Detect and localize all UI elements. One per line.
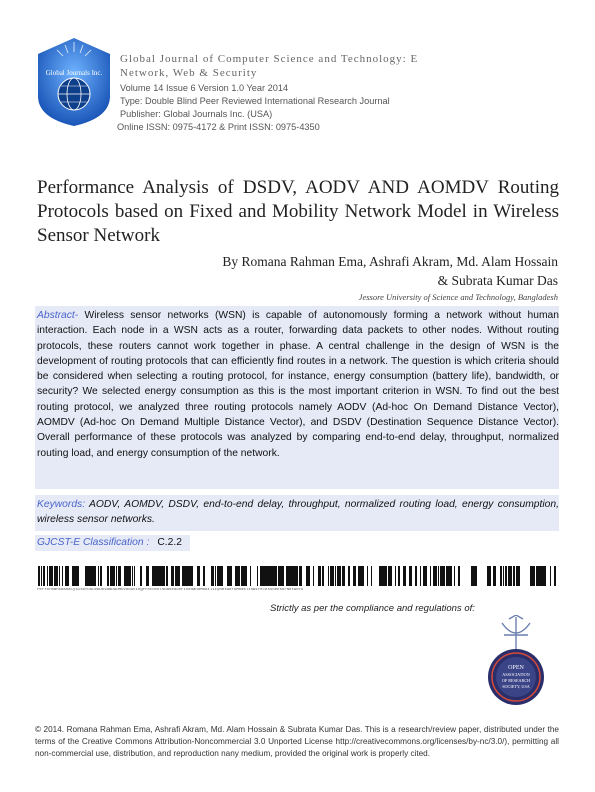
abstract-body: Wireless sensor networks (WSN) is capable of autonomously forming a network without human interaction. Each node in a WSN acts as a router, forwarding data packets to other nodes. Without routing protocols, these routers cannot work together in phase. A central challenge in the design of WSN is the development of routing protocols that can efficiently find routes in a network. The question is which criteria should be considered when selecting a routing protocol, for instance, energy consumption (battery life), bandwidth, or security? We selected energy consumption as this is the most important criterion in WSN. To find out the best routing protocol, we analyzed three routing protocols namely AODV (Ad-hoc On Demand Distance Vector), AOMDV (Ad-hoc On Demand Multiple Distance Vector), and DSDV (Destination Sequence Distance Vector). Overall performance of these protocols was analyzed by comparing end-to-end delay, throughput, normalized routing load, and energy consumption of the network. (37, 310, 559, 459)
journal-type: Type: Double Blind Peer Reviewed International Research Journal (120, 96, 390, 106)
classification (37, 537, 182, 548)
journal-logo (35, 36, 113, 128)
classification-value: C.2.2 (157, 537, 182, 548)
journal-publisher: Publisher: Global Journals Inc. (USA) (120, 109, 273, 119)
journal-title-line2: Network, Web & Security (120, 67, 258, 79)
journal-volume: Volume 14 Issue 6 Version 1.0 Year 2014 (120, 83, 289, 93)
seal-text-2: ASSOCIATION (502, 672, 530, 677)
keywords-label: Keywords: (37, 499, 86, 510)
classification-label: GJCST-E Classification : (37, 537, 150, 548)
journal-title-line1: Global Journal of Computer Science and Technology: E (120, 53, 419, 65)
barcode (37, 566, 557, 586)
copyright-notice: © 2014. Romana Rahman Ema, Ashrafi Akram, Md. Alam Hossain & Subrata Kumar Das. This is a research/review paper, distributed under the terms of the Creative Commons Attribution-Noncommercial 3.0 Unported License http://creativecommons.org/licenses/by-nc/3.0/), permitting all non-commercial use, distribution, and reproduction nany medium, provided the original work is properly cited. (35, 725, 559, 758)
journal-issn: Online ISSN: 0975-4172 & Print ISSN: 0975-4350 (117, 122, 320, 132)
keywords (37, 497, 559, 528)
paper-title: Performance Analysis of DSDV, AODV AND AOMDV Routing Protocols based on Fixed and Mobility Network Model in Wireless Sensor Network (37, 177, 559, 246)
seal-text-4: SOCIETY, USA (502, 684, 530, 689)
authors-line1: By Romana Rahman Ema, Ashrafi Akram, Md. Alam Hossain (222, 254, 558, 269)
authors-line2: & Subrata Kumar Das (437, 273, 558, 288)
abstract (37, 308, 559, 461)
association-seal (480, 615, 552, 707)
affiliation: Jessore University of Science and Technology, Bangladesh (358, 292, 558, 302)
compliance-note: Strictly as per the compliance and regulations of: (270, 603, 475, 614)
seal-text-3: OF RESEARCH (501, 678, 531, 683)
barcode-caption: PerformanceAnalysisofDSDVAODVANDAOMDVRoutingProtocolsbasedonFixedandMobilityNetworkModelinWirelessSensorNetwork (37, 588, 304, 592)
keywords-body: AODV, AOMDV, DSDV, end-to-end delay, throughput, normalized routing load, energy consumption, wireless sensor networks. (37, 499, 559, 526)
seal-text-1: OPEN (508, 665, 524, 671)
abstract-label: Abstract- (37, 310, 79, 321)
logo-text: Global Journals Inc. (45, 69, 103, 77)
